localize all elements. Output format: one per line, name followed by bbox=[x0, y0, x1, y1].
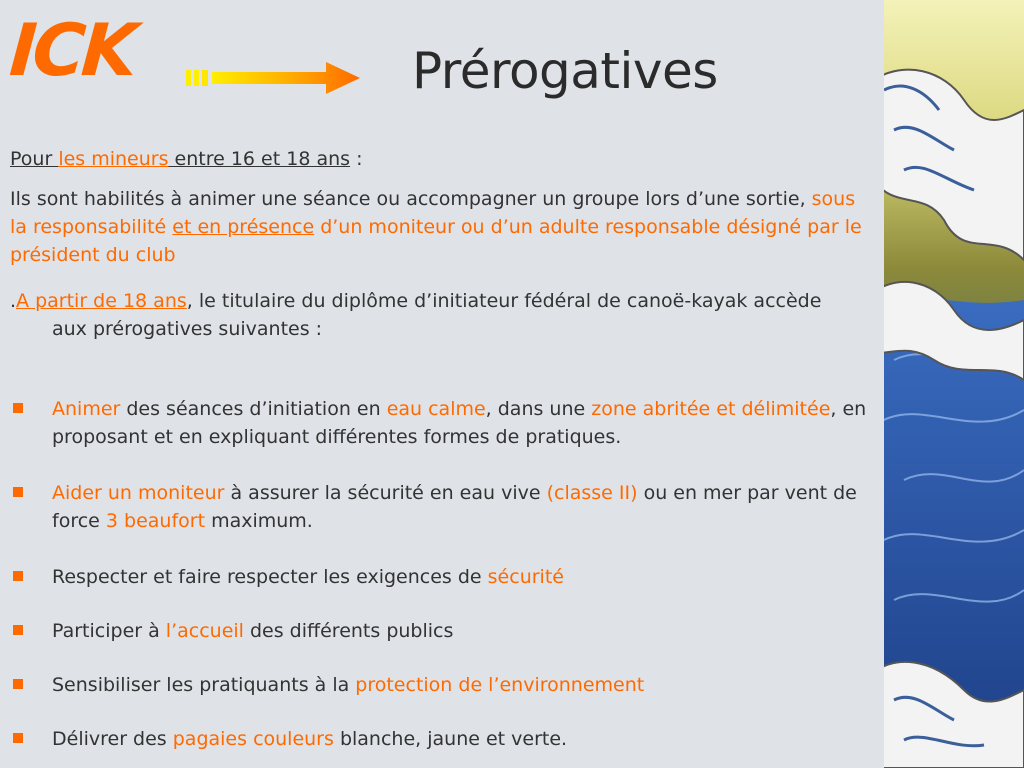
para2-line2: aux prérogatives suivantes : bbox=[52, 318, 323, 340]
body-text: Participer à bbox=[52, 620, 166, 642]
highlight-text: sécurité bbox=[487, 566, 564, 588]
square-bullet-icon bbox=[13, 403, 23, 413]
body-text: ou en mer par vent de force bbox=[52, 482, 857, 532]
para1-highlight-3: d’un moniteur ou d’un adulte responsable désigné par le président du club bbox=[10, 216, 862, 266]
square-bullet-icon bbox=[13, 625, 23, 635]
intro-highlight: les mineurs bbox=[58, 148, 169, 170]
highlight-text: eau calme bbox=[386, 398, 486, 420]
para2-highlight: A partir de 18 ans bbox=[16, 290, 187, 312]
highlight-text: l’accueil bbox=[165, 620, 244, 642]
body-text: , dans une bbox=[485, 398, 592, 420]
intro-colon: : bbox=[350, 148, 363, 170]
highlight-text: Aider un moniteur bbox=[52, 482, 225, 504]
body-text: maximum. bbox=[205, 510, 313, 532]
body-text: à assurer la sécurité en eau vive bbox=[224, 482, 547, 504]
para1-highlight-2: et en présence bbox=[172, 216, 315, 238]
highlight-text: protection de l’environnement bbox=[355, 674, 645, 696]
body-text: Sensibiliser les pratiquants à la bbox=[52, 674, 356, 696]
list-item bbox=[10, 725, 870, 753]
list-item bbox=[10, 617, 870, 645]
ick-logo: ICK bbox=[7, 8, 137, 92]
page-title: Prérogatives bbox=[412, 42, 718, 100]
list-item bbox=[10, 479, 870, 535]
body-text: Délivrer des bbox=[52, 728, 173, 750]
arrow-right-icon bbox=[186, 60, 366, 96]
list-item bbox=[10, 563, 870, 591]
intro-suffix: entre 16 et 18 ans bbox=[168, 148, 351, 170]
highlight-text: pagaies couleurs bbox=[172, 728, 334, 750]
square-bullet-icon bbox=[13, 571, 23, 581]
body-text: Respecter et faire respecter les exigences de bbox=[52, 566, 488, 588]
paragraph-mineurs bbox=[10, 185, 870, 269]
square-bullet-icon bbox=[13, 487, 23, 497]
body-text: , en proposant et en expliquant différentes formes de pratiques. bbox=[52, 398, 867, 448]
list-item bbox=[10, 395, 870, 451]
body-text: blanche, jaune et verte. bbox=[333, 728, 568, 750]
wave-illustration bbox=[884, 0, 1024, 768]
square-bullet-icon bbox=[13, 679, 23, 689]
body-text: des séances d’initiation en bbox=[120, 398, 387, 420]
intro-prefix: Pour bbox=[10, 148, 59, 170]
para2-rest: , le titulaire du diplôme d’initiateur fédéral de canoë-kayak accède bbox=[186, 290, 822, 312]
highlight-text: (classe II) bbox=[546, 482, 638, 504]
para1-text: Ils sont habilités à animer une séance ou accompagner un groupe lors d’une sortie, bbox=[10, 188, 812, 210]
highlight-text: Animer bbox=[52, 398, 121, 420]
list-item bbox=[10, 671, 870, 699]
body-text: des différents publics bbox=[243, 620, 454, 642]
square-bullet-icon bbox=[13, 733, 23, 743]
para2-dot: . bbox=[10, 290, 17, 312]
highlight-text: zone abritée et délimitée bbox=[591, 398, 831, 420]
para1-highlight-1: sous la responsabilité bbox=[10, 188, 856, 238]
intro-line bbox=[10, 145, 363, 173]
paragraph-18-ans bbox=[10, 287, 870, 343]
highlight-text: 3 beaufort bbox=[105, 510, 206, 532]
